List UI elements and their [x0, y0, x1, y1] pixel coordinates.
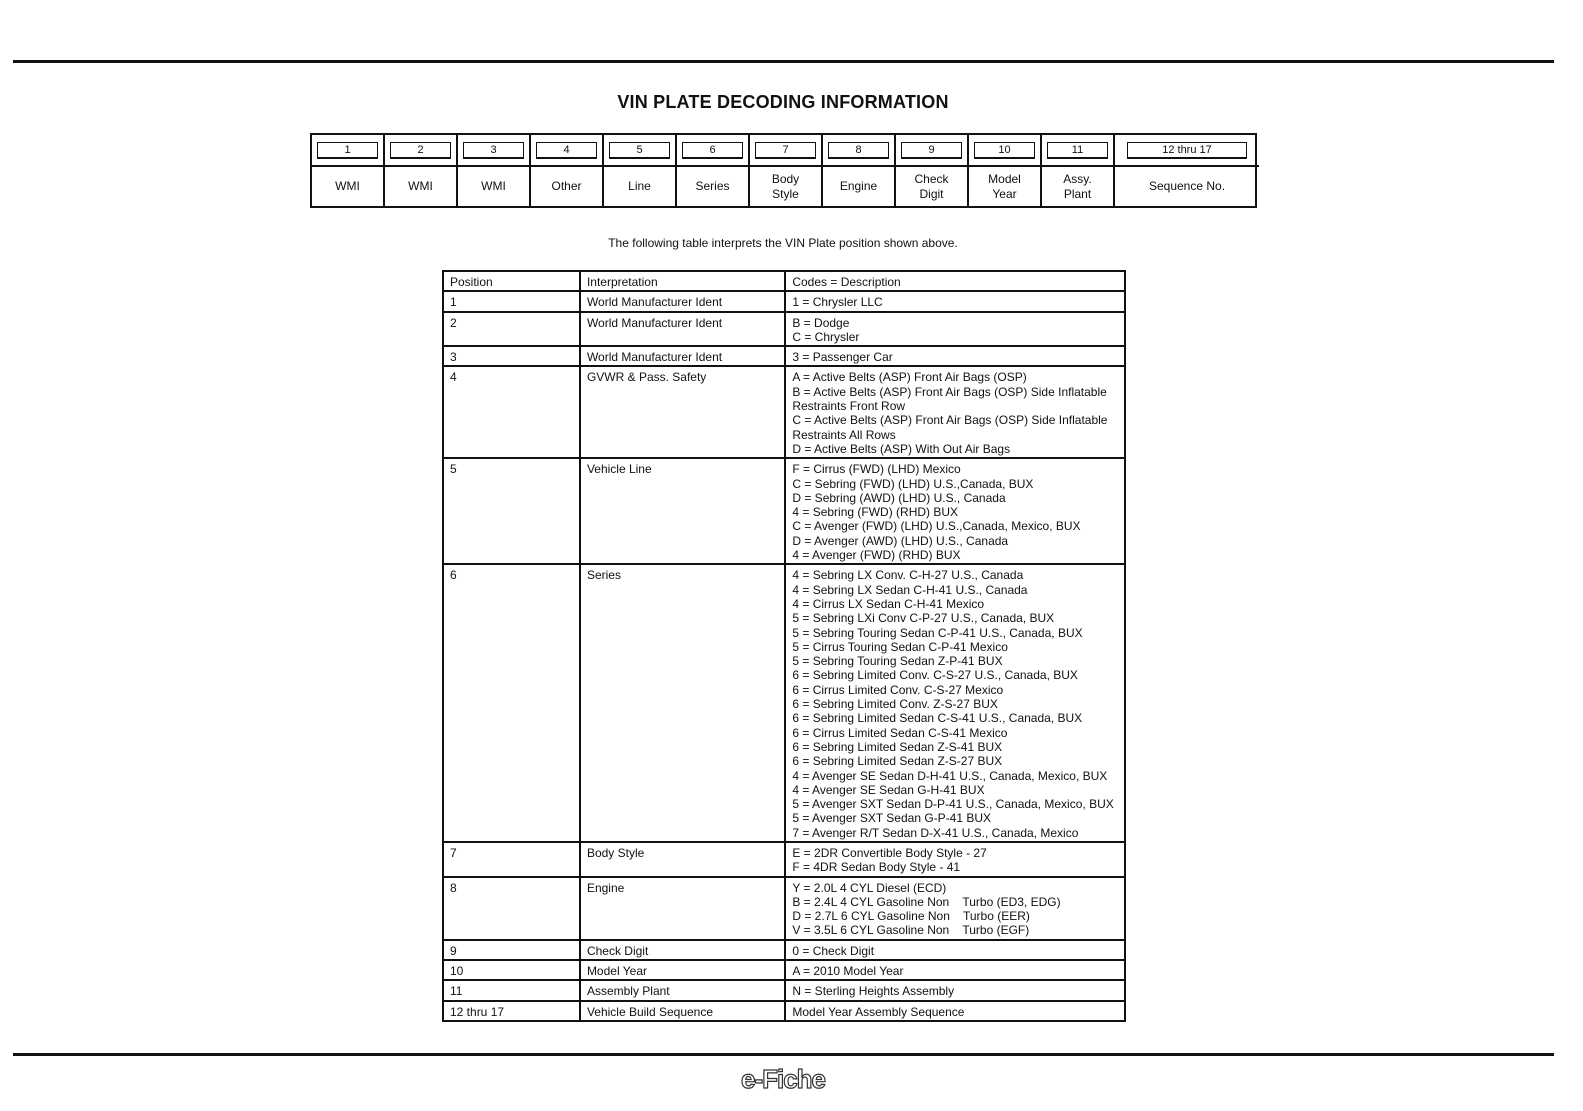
position-cell: 7 — [443, 842, 580, 877]
header-interpretation: Interpretation — [580, 271, 785, 291]
code-description: 4 = Cirrus LX Sedan C-H-41 Mexico — [792, 596, 985, 611]
code-description: D = 2.7L 6 CYL Gasoline Non Turbo (EER) — [792, 909, 1030, 924]
code-description: 5 = Sebring Touring Sedan Z-P-41 BUX — [792, 654, 1003, 669]
vin-position-cell — [896, 135, 969, 206]
position-cell: 11 — [443, 980, 580, 1000]
vin-position-cell — [750, 135, 823, 206]
code-description: A = Active Belts (ASP) Front Air Bags (OSP) — [792, 370, 1027, 385]
code-description: 6 = Sebring Limited Sedan C-S-41 U.S., Canada, BUX — [792, 711, 1083, 726]
vin-position-cell — [1042, 135, 1115, 206]
code-description: 4 = Avenger (FWD) (RHD) BUX — [792, 548, 961, 563]
vin-position-cell — [1115, 135, 1259, 206]
vin-position-number-row — [750, 135, 821, 167]
vin-position-label: WMI — [335, 179, 360, 193]
position-cell: 3 — [443, 346, 580, 366]
code-description: 3 = Passenger Car — [792, 350, 893, 365]
position-cell: 9 — [443, 940, 580, 960]
vin-position-number-row — [969, 135, 1040, 167]
code-description: D = Active Belts (ASP) With Out Air Bags — [792, 441, 1011, 456]
position-cell: 5 — [443, 458, 580, 564]
top-rule — [13, 60, 1554, 63]
vin-position-number-row — [312, 135, 383, 167]
vin-position-cell — [604, 135, 677, 206]
code-description: 6 = Cirrus Limited Sedan C-S-41 Mexico — [792, 725, 1008, 740]
header-codes: Codes = Description — [785, 271, 1125, 291]
codes-cell — [785, 1001, 1125, 1021]
code-description: 5 = Avenger SXT Sedan G-P-41 BUX — [792, 811, 992, 826]
code-description: N = Sterling Heights Assembly — [792, 984, 955, 999]
vin-position-cell — [531, 135, 604, 206]
vin-position-number: 11 — [1047, 142, 1107, 159]
vin-position-number: 2 — [390, 142, 450, 159]
vin-position-cell — [385, 135, 458, 206]
vin-position-number: 8 — [828, 142, 888, 159]
code-description: D = Avenger (AWD) (LHD) U.S., Canada — [792, 533, 1009, 548]
interpretation-cell: Model Year — [580, 960, 785, 980]
vin-decode-table — [442, 270, 1126, 1022]
position-cell: 10 — [443, 960, 580, 980]
table-row — [443, 940, 1125, 960]
code-description: C = Chrysler — [792, 329, 860, 344]
vin-position-cell — [969, 135, 1042, 206]
code-description: B = Active Belts (ASP) Front Air Bags (OSP) Side Inflatable Restraints Front Row — [792, 384, 1111, 414]
code-description: 6 = Sebring Limited Conv. Z-S-27 BUX — [792, 697, 998, 712]
table-row — [443, 346, 1125, 366]
code-description: V = 3.5L 6 CYL Gasoline Non Turbo (EGF) — [792, 923, 1030, 938]
code-description: F = Cirrus (FWD) (LHD) Mexico — [792, 462, 961, 477]
vin-position-number: 1 — [317, 142, 377, 159]
vin-position-number-row — [677, 135, 748, 167]
interpretation-cell: World Manufacturer Ident — [580, 291, 785, 311]
vin-position-label: Body Style — [771, 171, 800, 201]
code-description: 4 = Sebring LX Sedan C-H-41 U.S., Canada — [792, 582, 1028, 597]
codes-cell — [785, 960, 1125, 980]
code-description: 0 = Check Digit — [792, 943, 875, 958]
interpretation-cell: Vehicle Line — [580, 458, 785, 564]
codes-cell — [785, 564, 1125, 842]
codes-cell — [785, 940, 1125, 960]
vin-position-number-row — [458, 135, 529, 167]
vin-position-number-row — [604, 135, 675, 167]
vin-position-label: Assy. Plant — [1063, 171, 1092, 201]
code-description: 6 = Cirrus Limited Conv. C-S-27 Mexico — [792, 682, 1004, 697]
codes-cell — [785, 458, 1125, 564]
page-title: VIN PLATE DECODING INFORMATION — [617, 92, 949, 112]
code-description: 4 = Sebring (FWD) (RHD) BUX — [792, 505, 959, 520]
code-description: B = Dodge — [792, 315, 850, 330]
interpretation-cell: Vehicle Build Sequence — [580, 1001, 785, 1021]
vin-position-label: Model Year — [988, 171, 1021, 201]
code-description: A = 2010 Model Year — [792, 964, 904, 979]
interpretation-cell: Series — [580, 564, 785, 842]
vin-position-number: 3 — [463, 142, 523, 159]
position-cell: 8 — [443, 877, 580, 940]
intro-text: The following table interprets the VIN Plate position shown above. — [608, 236, 958, 250]
code-description: 5 = Sebring LXi Conv C-P-27 U.S., Canada, BUX — [792, 611, 1055, 626]
code-description: C = Sebring (FWD) (LHD) U.S.,Canada, BUX — [792, 476, 1034, 491]
code-description: Model Year Assembly Sequence — [792, 1004, 965, 1019]
vin-position-cell — [312, 135, 385, 206]
table-row — [443, 458, 1125, 564]
header-position: Position — [443, 271, 580, 291]
vin-position-number: 4 — [536, 142, 596, 159]
code-description: 5 = Sebring Touring Sedan C-P-41 U.S., Canada, BUX — [792, 625, 1083, 640]
code-description: 7 = Avenger R/T Sedan D-X-41 U.S., Canada, Mexico — [792, 825, 1079, 840]
vin-position-number-row — [823, 135, 894, 167]
code-description: 4 = Sebring LX Conv. C-H-27 U.S., Canada — [792, 568, 1024, 583]
table-row — [443, 842, 1125, 877]
vin-position-cell — [677, 135, 750, 206]
code-description: E = 2DR Convertible Body Style - 27 — [792, 845, 987, 860]
vin-position-label: WMI — [481, 179, 506, 193]
code-description: 6 = Sebring Limited Conv. C-S-27 U.S., Canada, BUX — [792, 668, 1078, 683]
code-description: D = Sebring (AWD) (LHD) U.S., Canada — [792, 490, 1006, 505]
interpretation-cell: GVWR & Pass. Safety — [580, 366, 785, 458]
table-row — [443, 980, 1125, 1000]
vin-position-number-row — [385, 135, 456, 167]
interpretation-cell: Check Digit — [580, 940, 785, 960]
table-row — [443, 1001, 1125, 1021]
codes-cell — [785, 291, 1125, 311]
vin-position-number: 7 — [755, 142, 815, 159]
vin-position-number: 6 — [682, 142, 742, 159]
table-header-row — [443, 271, 1125, 291]
vin-position-number-row — [1042, 135, 1113, 167]
table-row — [443, 312, 1125, 347]
vin-position-cell — [823, 135, 896, 206]
vin-position-cell — [458, 135, 531, 206]
vin-position-number-row — [531, 135, 602, 167]
vin-position-strip — [310, 133, 1257, 208]
position-cell: 1 — [443, 291, 580, 311]
interpretation-cell: Engine — [580, 877, 785, 940]
bottom-rule — [13, 1053, 1554, 1056]
interpretation-cell: Body Style — [580, 842, 785, 877]
code-description: 1 = Chrysler LLC — [792, 295, 883, 310]
table-row — [443, 960, 1125, 980]
codes-cell — [785, 312, 1125, 347]
code-description: 5 = Avenger SXT Sedan D-P-41 U.S., Canada, Mexico, BUX — [792, 797, 1114, 812]
vin-position-number: 10 — [974, 142, 1034, 159]
code-description: 6 = Sebring Limited Sedan Z-S-41 BUX — [792, 739, 1003, 754]
vin-position-number-row — [896, 135, 967, 167]
vin-position-label: Sequence No. — [1148, 179, 1226, 193]
position-cell: 4 — [443, 366, 580, 458]
interpretation-cell: World Manufacturer Ident — [580, 346, 785, 366]
vin-position-number: 9 — [901, 142, 961, 159]
code-description: 5 = Cirrus Touring Sedan C-P-41 Mexico — [792, 639, 1008, 654]
position-cell: 12 thru 17 — [443, 1001, 580, 1021]
code-description: 4 = Avenger SE Sedan D-H-41 U.S., Canada, Mexico, BUX — [792, 768, 1108, 783]
code-description: F = 4DR Sedan Body Style - 41 — [792, 860, 961, 875]
footer-brand-logo: e-Fiche — [740, 1064, 826, 1094]
vin-position-label: Series — [695, 179, 730, 193]
vin-position-label: Other — [551, 179, 582, 193]
codes-cell — [785, 366, 1125, 458]
vin-position-label: Line — [628, 179, 651, 193]
table-row — [443, 564, 1125, 842]
code-description: Y = 2.0L 4 CYL Diesel (ECD) — [792, 880, 947, 895]
position-cell: 6 — [443, 564, 580, 842]
interpretation-cell: World Manufacturer Ident — [580, 312, 785, 347]
vin-position-label: WMI — [408, 179, 433, 193]
codes-cell — [785, 842, 1125, 877]
codes-cell — [785, 346, 1125, 366]
vin-position-number: 12 thru 17 — [1127, 142, 1247, 159]
position-cell: 2 — [443, 312, 580, 347]
code-description: B = 2.4L 4 CYL Gasoline Non Turbo (ED3, EDG) — [792, 894, 1061, 909]
vin-position-number-row — [1115, 135, 1259, 167]
code-description: 4 = Avenger SE Sedan G-H-41 BUX — [792, 782, 985, 797]
codes-cell — [785, 980, 1125, 1000]
interpretation-cell: Assembly Plant — [580, 980, 785, 1000]
codes-cell — [785, 877, 1125, 940]
vin-position-number: 5 — [609, 142, 669, 159]
code-description: C = Active Belts (ASP) Front Air Bags (OSP) Side Inflatable Restraints All Rows — [792, 413, 1111, 442]
vin-position-label: Engine — [839, 179, 878, 193]
code-description: 6 = Sebring Limited Sedan Z-S-27 BUX — [792, 754, 1003, 769]
code-description: C = Avenger (FWD) (LHD) U.S.,Canada, Mexico, BUX — [792, 519, 1081, 534]
table-row — [443, 877, 1125, 940]
table-row — [443, 291, 1125, 311]
vin-position-label: Check Digit — [914, 171, 949, 201]
table-row — [443, 366, 1125, 458]
